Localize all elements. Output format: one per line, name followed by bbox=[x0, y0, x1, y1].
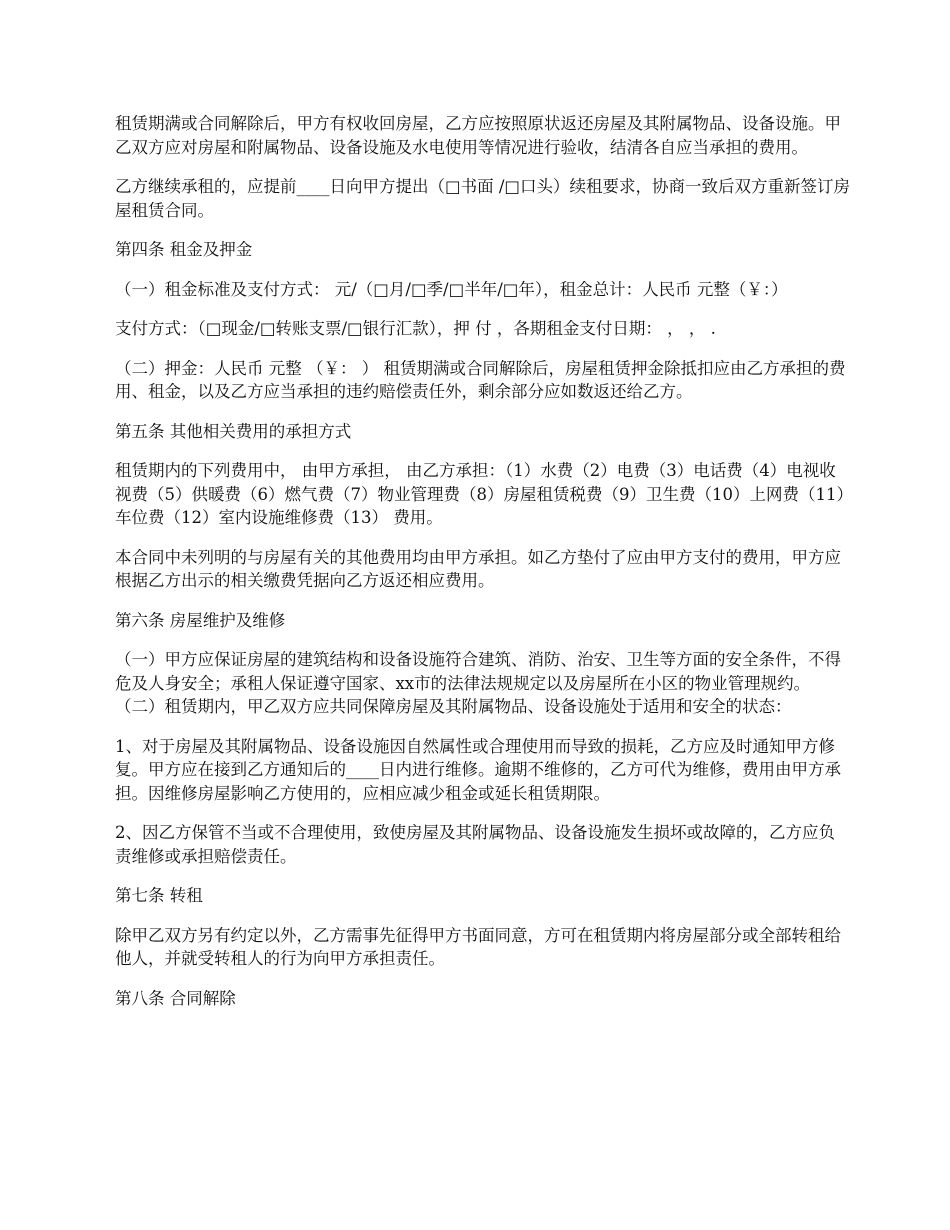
document-body bbox=[115, 112, 850, 1026]
para-renewal: 乙方继续承租的，应提前____日向甲方提出（□书面 /□口头）续租要求，协商一致后双方重新签订房屋租赁合同。 bbox=[115, 177, 850, 220]
heading-article-4: 第四条 租金及押金 bbox=[115, 240, 253, 259]
para-repair-2: 2、因乙方保管不当或不合理使用，致使房屋及其附属物品、设备设施发生损坏或故障的，乙方应负责维修或承担赔偿责任。 bbox=[115, 823, 835, 866]
heading-article-8: 第八条 合同解除 bbox=[115, 988, 236, 1008]
heading-article-5: 第五条 其他相关费用的承担方式 bbox=[115, 421, 352, 441]
para-fees-list: 租赁期内的下列费用中， 由甲方承担， 由乙方承担：（1）水费（2）电费（3）电话费（4）电视收视费（5）供暖费（6）燃气费（7）物业管理费（8）房屋租赁税费（9）卫生费（10）上网费（11）车位费（12）室内设施维修费（13） 费用。 bbox=[115, 461, 845, 527]
para-sublease: 除甲乙双方另有约定以外，乙方需事先征得甲方书面同意，方可在租赁期内将房屋部分或全部转租给他人，并就受转租人的行为向甲方承担责任。 bbox=[115, 925, 841, 968]
para-other-fees: 本合同中未列明的与房屋有关的其他费用均由甲方承担。如乙方垫付了应由甲方支付的费用，甲方应根据乙方出示的相关缴费凭据向乙方返还相应费用。 bbox=[115, 547, 841, 590]
para-return-property: 租赁期满或合同解除后，甲方有权收回房屋，乙方应按照原状返还房屋及其附属物品、设备设施。甲乙双方应对房屋和附属物品、设备设施及水电使用等情况进行验收，结清各自应当承担的费用。 bbox=[115, 114, 841, 157]
heading-article-6: 第六条 房屋维护及维修 bbox=[115, 610, 286, 630]
para-rent-standard: （一）租金标准及支付方式： 元/（□月/□季/□半年/□年），租金总计：人民币 元整（￥：） bbox=[115, 279, 788, 299]
para-payment-method: 支付方式：（□现金/□转账支票/□银行汇款），押 付 ，各期租金支付日期： ， ， . bbox=[115, 319, 716, 338]
heading-article-7: 第七条 转租 bbox=[115, 886, 203, 905]
para-repair-1: 1、对于房屋及其附属物品、设备设施因自然属性或合理使用而导致的损耗，乙方应及时通知甲方修复。甲方应在接到乙方通知后的____日内进行维修。逾期不维修的，乙方可代为维修，费用由甲方承担。因维修房屋影响乙方使用的，应相应减少租金或延长租赁期限。 bbox=[115, 736, 841, 803]
para-deposit: （二）押金：人民币 元整 （￥： ） 租赁期满或合同解除后，房屋租赁押金除抵扣应由乙方承担的费用、租金，以及乙方应当承担的违约赔偿责任外，剩余部分应如数返还给乙方。 bbox=[115, 358, 846, 401]
para-safety: （一）甲方应保证房屋的建筑结构和设备设施符合建筑、消防、治安、卫生等方面的安全条件，不得危及人身安全；承租人保证遵守国家、xx市的法律法规规定以及房屋所在小区的物业管理规约。 （二）租赁期内，甲乙双方应共同保障房屋及其附属物品、设备设施处于适用和安全的状态： bbox=[115, 650, 841, 716]
